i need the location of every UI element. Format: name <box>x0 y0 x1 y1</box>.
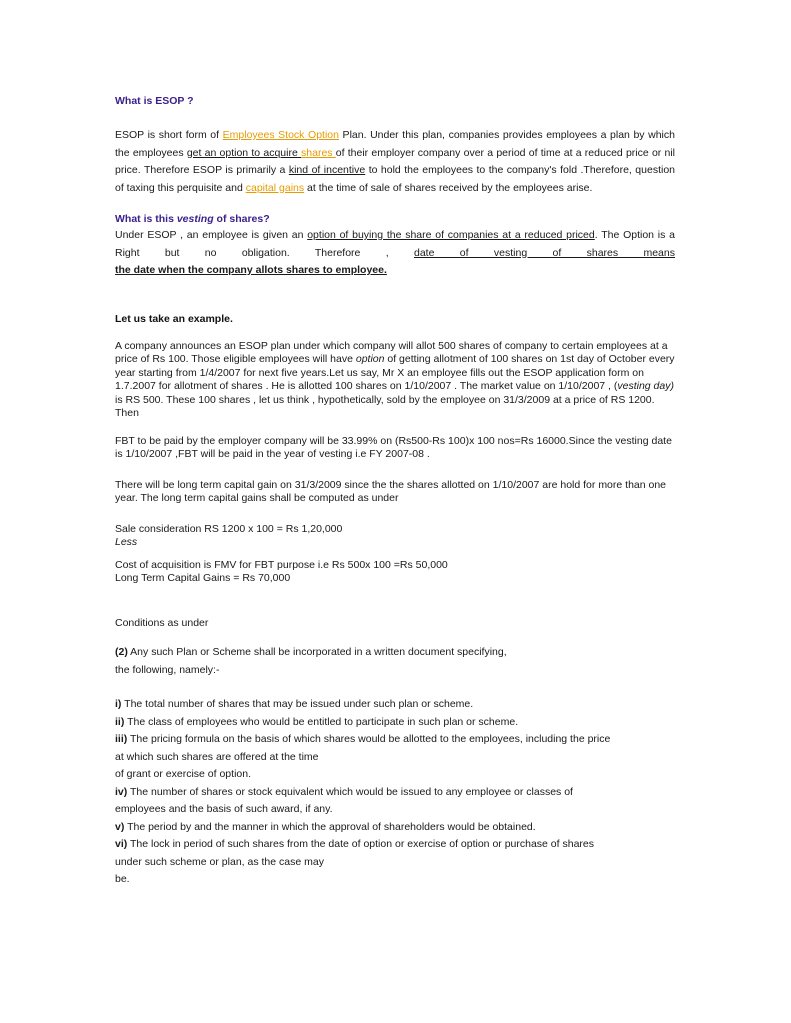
fbt-paragraph: FBT to be paid by the employer company will be 33.99% on (Rs500-Rs 100)x 100 nos=Rs 16000.Since the vesting date is 1/10/2007 ,FBT will be paid in the year of vesting i.e FY 2007-08 . <box>115 434 672 460</box>
condition-text: The number of shares or stock equivalent which would be issued to any employee or classes of <box>127 785 573 798</box>
item-number: iv) <box>115 785 128 798</box>
condition-text: The period by and the manner in which the approval of shareholders would be obtained. <box>124 820 536 833</box>
conditions-list <box>115 696 675 889</box>
condition-item <box>115 819 675 837</box>
text-segment: of getting allotment of 100 shares on 1st day of October every year starting from 1/4/2007 for next five years.Let us say, Mr X an employee fills out the ESOP application form on 1.7.2007 for allotment of shares . He is allotted 100 shares on 1/10/2007 . The market value on 1/10/2007 , ( <box>115 353 675 392</box>
bold-underlined-text: the date when the company allots shares to employee. <box>115 264 387 276</box>
item-number: ii) <box>115 715 125 728</box>
heading-text: of shares? <box>213 213 270 225</box>
text-segment: . The Option is a Right but no obligation. Therefore , <box>115 229 675 259</box>
condition-text: under such scheme or plan, as the case may <box>115 855 324 868</box>
item-number: (2) <box>115 646 128 658</box>
esop-definition-paragraph <box>115 127 675 197</box>
link-employees-stock-option[interactable]: Employees Stock Option <box>222 129 339 141</box>
text-segment: A company announces an ESOP plan under which company will allot 500 shares of company to certain employees at a price of Rs 100. Those eligible employees will have <box>115 339 668 365</box>
heading-italic-text: vesting <box>176 213 214 225</box>
underlined-text: date of vesting of shares means <box>414 246 675 259</box>
condition-text: at which such shares are offered at the time <box>115 750 319 763</box>
underlined-text: option of buying the share of companies at a reduced priced <box>307 229 595 241</box>
condition-text: be. <box>115 873 130 885</box>
italic-text: option <box>355 353 385 365</box>
condition-text: The lock in period of such shares from the date of option or exercise of option or purchase of shares <box>127 838 594 850</box>
condition-text: of grant or exercise of option. <box>115 768 251 780</box>
conditions-heading: Conditions as under <box>115 616 209 629</box>
heading-text: What is this <box>115 213 177 225</box>
italic-text: vesting day) <box>617 380 674 392</box>
heading-what-is-esop: What is ESOP ? <box>115 95 194 107</box>
link-shares[interactable]: shares <box>301 146 336 159</box>
condition-item <box>115 836 675 889</box>
text-segment: of their employer company over a period of time at a reduced price or nil price. Therefore ESOP is primarily a <box>115 146 676 176</box>
condition-text: employees and the basis of such award, if any. <box>115 803 333 815</box>
vesting-paragraph <box>115 227 675 262</box>
sale-consideration-line: Sale consideration RS 1200 x 100 = Rs 1,20,000 <box>115 522 343 535</box>
text-segment: to hold the employees to the company's fold .Therefore, question of taxing this perquisite and <box>115 164 676 194</box>
heading-example: Let us take an example. <box>115 312 233 325</box>
underlined-text: kind of incentive <box>288 164 366 176</box>
text-segment: the following, namely:- <box>115 663 220 676</box>
condition-item <box>115 714 675 732</box>
less-label: Less <box>115 536 138 548</box>
heading-vesting <box>115 213 675 225</box>
conditions-intro <box>115 644 675 679</box>
item-number: vi) <box>115 838 128 850</box>
underlined-text: get an option to acquire <box>186 146 302 159</box>
condition-item <box>115 784 675 819</box>
capital-gain-paragraph: There will be long term capital gain on 31/3/2009 since the the shares allotted on 1/10/2007 are hold for more than one year. The long term capital gains shall be computed as under <box>115 478 667 504</box>
text-segment: Under ESOP , an employee is given an <box>115 229 308 241</box>
ltcg-line: Long Term Capital Gains = Rs 70,000 <box>115 572 291 584</box>
example-paragraph <box>115 340 675 421</box>
vesting-definition-line <box>115 262 675 280</box>
condition-item <box>115 696 675 714</box>
item-number: i) <box>115 698 122 710</box>
condition-item <box>115 731 675 784</box>
condition-text: The pricing formula on the basis of which shares would be allotted to the employees, including the price <box>127 733 611 745</box>
text-segment: Plan. Under this plan, companies provides employees a plan by which the employees <box>115 129 675 159</box>
text-segment: is RS 500. These 100 shares , let us think , hypothetically, sold by the employee on 31/3/2009 at a price of RS 1200. Then <box>115 393 655 419</box>
text-segment: at the time of sale of shares received by the employees arise. <box>304 181 593 194</box>
item-number: iii) <box>115 733 128 745</box>
text-segment: Any such Plan or Scheme shall be incorporated in a written document specifying, <box>127 646 507 658</box>
item-number: v) <box>115 820 125 833</box>
cost-acquisition-line: Cost of acquisition is FMV for FBT purpose i.e Rs 500x 100 =Rs 50,000 <box>115 558 448 571</box>
link-capital-gains[interactable]: capital gains <box>245 181 305 194</box>
condition-text: The total number of shares that may be issued under such plan or scheme. <box>121 698 474 710</box>
text-segment: ESOP is short form of <box>115 129 223 141</box>
document-content <box>115 95 675 889</box>
condition-text: The class of employees who would be entitled to participate in such plan or scheme. <box>124 715 519 728</box>
